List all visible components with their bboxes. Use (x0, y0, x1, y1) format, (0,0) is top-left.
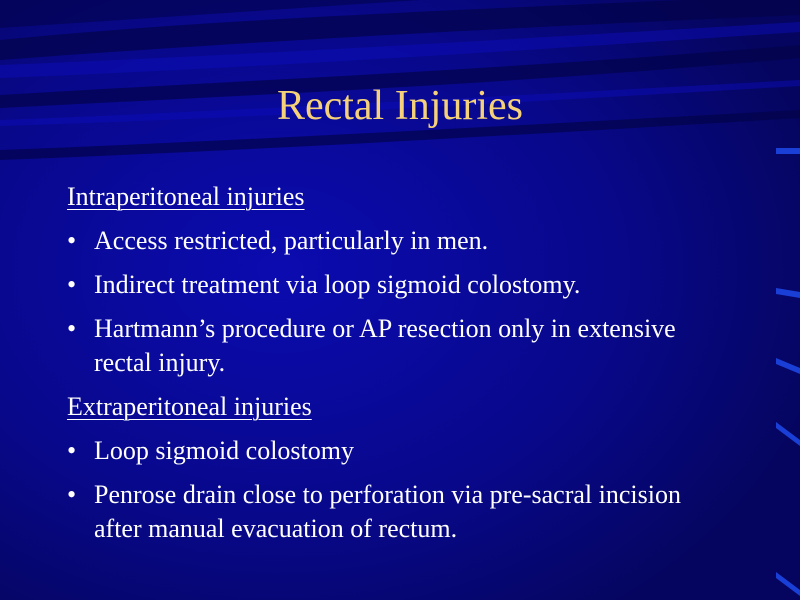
bullet-icon: • (67, 314, 77, 343)
section-heading: Intraperitoneal injuries (67, 182, 305, 211)
bullet-icon: • (67, 480, 77, 509)
bullet-item (67, 224, 727, 258)
bullet-icon: • (67, 436, 77, 465)
bullet-text: Loop sigmoid colostomy (94, 436, 354, 465)
bullet-icon: • (67, 226, 77, 255)
bullet-text: Hartmann’s procedure or AP resection only in extensive rectal injury. (94, 314, 676, 377)
bullet-item (67, 434, 727, 468)
section-extraperitoneal (67, 390, 727, 546)
bullet-icon: • (67, 270, 77, 299)
slide-body (67, 180, 727, 556)
bullet-text: Access restricted, particularly in men. (94, 226, 489, 255)
bullet-text: Indirect treatment via loop sigmoid colostomy. (94, 270, 581, 299)
bullet-list (67, 434, 727, 546)
bullet-list (67, 224, 727, 380)
bullet-text: Penrose drain close to perforation via pre-sacral incision after manual evacuation of rectum. (94, 480, 681, 543)
bullet-item (67, 478, 727, 546)
section-heading: Extraperitoneal injuries (67, 392, 312, 421)
slide-title: Rectal Injuries (276, 83, 524, 129)
bullet-item (67, 268, 727, 302)
bullet-item (67, 312, 727, 380)
section-intraperitoneal (67, 180, 727, 380)
